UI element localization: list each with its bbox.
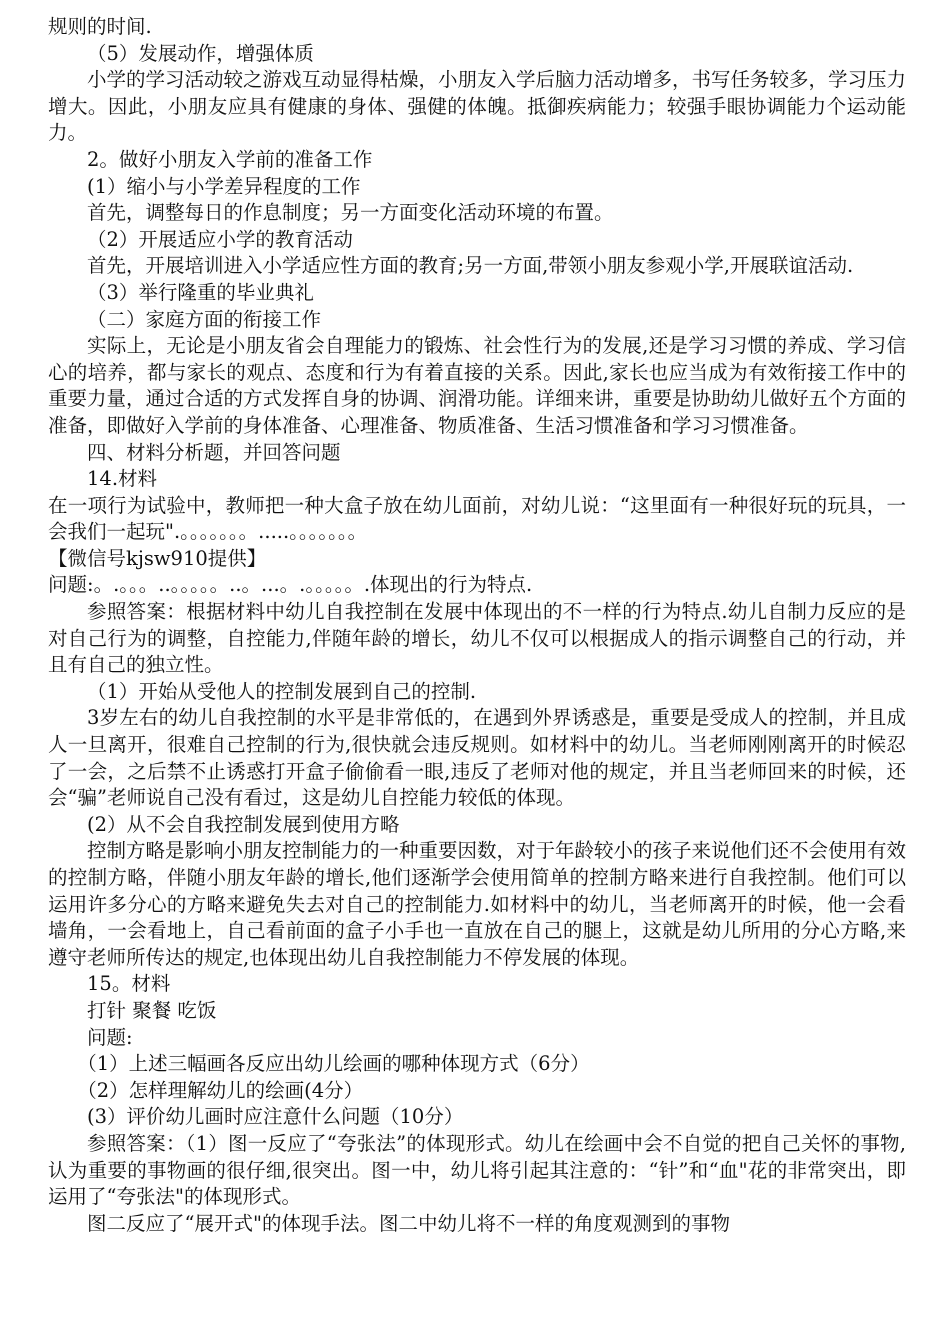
paragraph: 四、材料分析题，并回答问题 [87, 440, 341, 464]
paragraph: 规则的时间. [48, 15, 152, 38]
paragraph: （1）上述三幅画各反应出幼儿绘画的哪种体现方式（6分） [77, 1052, 590, 1076]
paragraph: 实际上，无论是小朋友省会自理能力的锻炼、社会性行为的发展,还是学习习惯的养成、学习信心的培养，都与家长的观点、态度和行为有着直接的关系。因此,家长也应当成为有效衔接工作中的重要力量，通过合适的方式发挥自身的协调、润滑功能。详细来讲，重要是协助幼儿做好五个方面的准备，即做好入学前的身体准备、心理准备、物质准备、生活习惯准备和学习习惯准备。 [48, 334, 907, 437]
paragraph: 首先，开展培训进入小学适应性方面的教育;另一方面,带领小朋友参观小学,开展联谊活动. [87, 254, 854, 278]
paragraph: （二）家庭方面的衔接工作 [87, 307, 322, 331]
paragraph: (2）从不会自我控制发展到使用方略 [87, 812, 400, 836]
paragraph: 【微信号kjsw910提供】 [48, 546, 267, 570]
paragraph: （5）发展动作，增强体质 [87, 41, 314, 65]
paragraph: 图二反应了“展开式"的体现手法。图二中幼儿将不一样的角度观测到的事物 [87, 1211, 730, 1235]
paragraph: 3岁左右的幼儿自我控制的水平是非常低的，在遇到外界诱惑是，重要是受成人的控制，并且成人一旦离开，很难自己控制的行为,很快就会违反规则。如材料中的幼儿。当老师刚刚离开的时候忍了一会，之后禁不止诱惑打开盒子偷偷看一眼,违反了老师对他的规定，并且当老师回来的时候，还会“骗”老师说自己没有看过，这是幼儿自控能力较低的体现。 [48, 706, 906, 810]
paragraph: 小学的学习活动较之游戏互动显得枯燥，小朋友入学后脑力活动增多，书写任务较多，学习压力增大。因此，小朋友应具有健康的身体、强健的体魄。抵御疾病能力；较强手眼协调能力个运动能力。 [48, 68, 907, 145]
paragraph: (3）评价幼儿画时应注意什么问题（10分） [87, 1105, 464, 1129]
paragraph: （1）开始从受他人的控制发展到自己的控制. [87, 679, 477, 703]
paragraph: 问题: [87, 1025, 133, 1049]
paragraph: (1）缩小与小学差异程度的工作 [87, 174, 361, 198]
paragraph: 参照答案：（1）图一反应了“夸张法”的体现形式。幼儿在绘画中会不自觉的把自己关怀的事物,认为重要的事物画的很仔细,很突出。图一中，幼儿将引起其注意的：“针”和“血"花的非常突出，即运用了“夸张法"的体现形式。 [48, 1131, 906, 1209]
paragraph: （3）举行隆重的毕业典礼 [87, 280, 314, 304]
paragraph: （2）开展适应小学的教育活动 [87, 227, 353, 251]
paragraph: 15。材料 [87, 972, 171, 996]
paragraph: （2）怎样理解幼儿的绘画(4分） [77, 1078, 364, 1102]
paragraph: 参照答案：根据材料中幼儿自我控制在发展中体现出的不一样的行为特点.幼儿自制力反应的是对自己行为的调整，自控能力,伴随年龄的增长，幼儿不仅可以根据成人的指示调整自己的行动，并且有自己的独立性。 [48, 600, 906, 677]
paragraph: 在一项行为试验中，教师把一种大盒子放在幼儿面前，对幼儿说：“这里面有一种很好玩的玩具，一会我们一起玩".。。。。。。。.....。。。。。。。 [48, 493, 906, 544]
paragraph: 14.材料 [87, 467, 158, 491]
paragraph: 2。做好小朋友入学前的准备工作 [87, 147, 373, 171]
paragraph: 打针 聚餐 吃饭 [87, 998, 217, 1022]
paragraph: 控制方略是影响小朋友控制能力的一种重要因数，对于年龄较小的孩子来说他们还不会使用有效的控制方略，伴随小朋友年龄的增长,他们逐渐学会使用简单的控制方略来进行自我控制。他们可以运用许多分心的方略来避免失去对自己的控制能力.如材料中的幼儿，当老师离开的时候，他一会看墙角，一会看地上，自己看前面的盒子小手也一直放在自己的腿上，这就是幼儿所用的分心方略,来遵守老师所传达的规定,也体现出幼儿自我控制能力不停发展的体现。 [48, 839, 907, 969]
paragraph: 问题:。.。。。..。。。。。..。...。.。。。。。.体现出的行为特点. [48, 573, 533, 597]
paragraph: 首先，调整每日的作息制度；另一方面变化活动环境的布置。 [87, 201, 614, 225]
